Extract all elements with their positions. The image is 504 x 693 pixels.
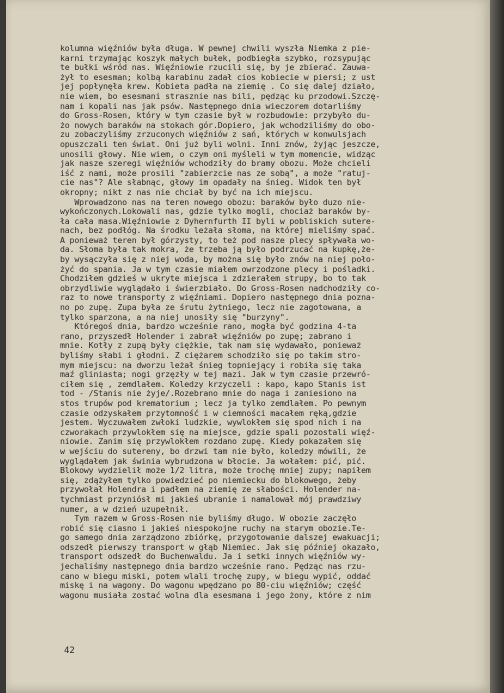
document-page xyxy=(6,0,490,693)
body-text xyxy=(60,44,480,600)
paragraph-2: Wprowadzono nas na teren nowego obozu: baraków było duzo nie- wykończonych.Lokowali nas, gdzie tylko mogli, chociaż baraków by- ła cała masa.Więźniowie z Dyhernfurth II byli w pobliskich sutere- nach, bez podłóg. Na środku leżała słoma, na której mieliśmy spać. A ponieważ teren był górzysty, to też pod nasze plecy spływała wo- da. Słoma była tak mokra, że trzeba ją było podrzucać na kupkę,że- by wysączyła się z niej woda, by można się było znów na niej poło- żyć do spania. Ja w tym czasie miałem owrzodzone plecy i pośladki. Chodziłem gdzieś w ukryte miejsca i zdzierałem strupy, bo to tak obrzydliwie wyglądało i świerzbiało. Do Gross-Rosen nadchodziły co- raz to nowe transporty z więźniami. Dopiero następnego dnia pozna- no po zupę. Zupa była ze śrutu żytniego, lecz nie zagotowana, a tylko sparzona, a na niej unosiły się "burzyny". xyxy=(60,196,381,322)
paragraph-1: kolumna więźniów była długa. W pewnej chwili wyszła Niemka z pie- karni trzymając koszyk małych bułek, podbiegła szybko, rozsypując te bułki wśród nas. Więźniowie rzucili się, by je zbierać. Zauwa- żył to esesman; kolbą karabinu zadał cios kobiecie w piersi; z ust jej popłynęła krew. Kobieta padła na ziemię . Co się dalej działo, nie wiem, bo esesmani strasznie nas bili, pędząc ku przodowi.Szczę- nam i kopali nas jak psów. Następnego dnia wieczorem dotarliśmy do Gross-Rosen, który w tym czasie był w rozbudowie: przybyło du- żo nowych baraków na stokach gór.Dopiero, jak wchodziliśmy do obo- zu zobaczyliśmy zrzuconych więźniów z sań, których w konwulsjach opuszczali ten świat. Oni już byli wolni. Inni znów, żyjąc jeszcze, unosili głowy. Nie wiem, o czym oni myśleli w tym momencie, widząc jak nasze szeregi więźniów wchodziły do bramy obozu. Może chcieli iść z nami, może prosili "zabierzcie nas ze sobą", a może "ratuj- cie nas"? Ale słabnąc, głowy im opadały na śnieg. Widok ten był okropny; nikt z nas nie chciał by być na ich miejscu. xyxy=(60,43,381,197)
paragraph-4: Tym razem w Gross-Rosen nie byliśmy długo. W obozie zaczęło robić się ciasno i jakieś niespokojne ruchy na starym obozie.Te- go samego dnia zarządzono zbiórkę, przygotowanie dalszej ewakuacji; odszedł pierwszy transport w głąb Niemiec. Jak się później okazało, transport odszedł do Buchenwaldu. Ja i setki innych więźniów wy- jechaliśmy następnego dnia bardzo wcześnie rano. Pędząc nas rzu- cano w biegu miski, potem wlali trochę zupy, w biegu wypić, oddać miskę i na wagony. Do wagonu wpędzano po 80-ciu więźniów; część wagonu musiała zostać wolna dla esesmana i jego żony, które z nim xyxy=(60,513,381,600)
book-gutter xyxy=(490,0,504,693)
paragraph-3: Któregoś dnia, bardzo wcześnie rano, mogła być godzina 4-ta rano, przyszedł Holender i zabrał więźniów po zupę; zabrano i mnie. Kotły z zupą były ciężkie, tak nam się wydawało, ponieważ byliśmy słabi i głodni. Z ciężarem schodziło się po takim stro- mym miejscu: na dworzu leżał śnieg topniejący i robiła się taka maź gliniasta; nogi grzęzły w tej mazi. Jak w tym czasie przewró- ciłem się , zemdlałem. Koledzy krzyczeli : kapo, kapo Stanis ist tod - /Stanis nie żyje/.Rozebrano mnie do naga i zaniesiono na stos trupów pod krematorium ; lecz ja tylko zemdlałem. Po pewnym czasie odzyskałem przytomność i w ciemności macałem ręką,gdzie jestem. Wyczuwałem zwłoki ludzkie, wywlokłem się spod nich i na czworakach przywlokłem się na miejsce, gdzie spali pozostali więź- niowie. Zanim się przywlokłem rozdano zupę. Kiedy pokazałem się w wejściu do sutereny, bo drzwi tam nie było, koledzy mówili, że wyglądałem jak świnia wybrudzona w błocie. Ja wołałem: pić, pić. Blokowy wydzielił może 1/2 litra, może trochę mniej zupy; napiłem się, zdążyłem tylko powiedzieć po niemiecku do blokowego, żeby przywołał Holendra i padłem na ziemię ze słabości. Holender na- tychmiast przyniósł mi jakieś ubranie i namalował mój prawdziwy numer, a w dzień uzupełnił. xyxy=(60,321,376,514)
page-number: 42 xyxy=(64,646,75,656)
